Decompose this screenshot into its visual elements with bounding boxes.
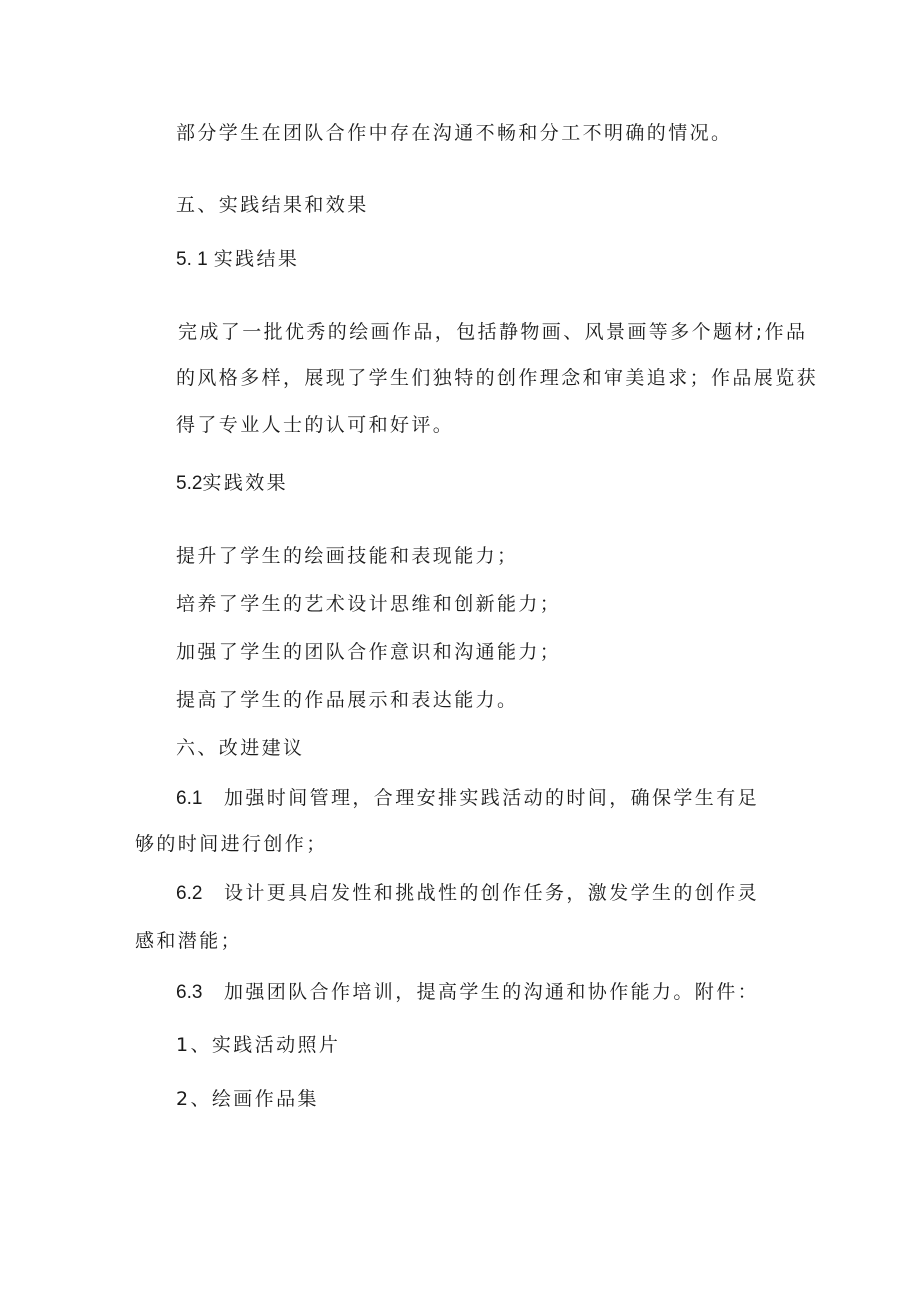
attachment-item-1: 1、实践活动照片 bbox=[176, 1034, 341, 1056]
suggestion-6-2-text: 设计更具启发性和挑战性的创作任务，激发学生的创作灵 bbox=[224, 882, 760, 904]
suggestion-6-1-text: 加强时间管理，合理安排实践活动的时间，确保学生有足 bbox=[224, 787, 760, 809]
paragraph-5-1-line-2: 的风格多样，展现了学生们独特的创作理念和审美追求；作品展览获 bbox=[176, 367, 819, 389]
heading-section-6: 六、改进建议 bbox=[176, 737, 305, 759]
heading-5-1-number: 5. 1 bbox=[176, 249, 208, 270]
suggestion-6-2-line-2: 感和潜能； bbox=[135, 930, 243, 952]
paragraph-5-1-line-1: 完成了一批优秀的绘画作品，包括静物画、风景画等多个题材;作品 bbox=[178, 321, 808, 343]
effect-item-1: 提升了学生的绘画技能和表现能力； bbox=[176, 545, 519, 567]
suggestion-6-1-line-1 bbox=[176, 786, 759, 811]
heading-5-1 bbox=[176, 247, 299, 272]
suggestion-6-3-number: 6.3 bbox=[176, 982, 203, 1003]
effect-item-4: 提高了学生的作品展示和表达能力。 bbox=[176, 689, 519, 711]
heading-5-2-number: 5.2 bbox=[176, 473, 203, 494]
effect-item-2: 培养了学生的艺术设计思维和创新能力； bbox=[176, 593, 562, 615]
heading-section-5: 五、实践结果和效果 bbox=[176, 194, 369, 216]
suggestion-6-1-line-2: 够的时间进行创作； bbox=[135, 833, 328, 855]
suggestion-6-2-number: 6.2 bbox=[176, 883, 203, 904]
effect-item-3: 加强了学生的团队合作意识和沟通能力； bbox=[176, 641, 562, 663]
attachment-item-2: 2、绘画作品集 bbox=[176, 1088, 319, 1110]
suggestion-6-1-number: 6.1 bbox=[176, 788, 203, 809]
paragraph-intro: 部分学生在团队合作中存在沟通不畅和分工不明确的情况。 bbox=[176, 122, 733, 144]
heading-5-1-text: 实践结果 bbox=[213, 248, 300, 270]
suggestion-6-3-line-1 bbox=[176, 980, 759, 1005]
paragraph-5-1-line-3: 得了专业人士的认可和好评。 bbox=[176, 414, 455, 436]
suggestion-6-2-line-1 bbox=[176, 881, 759, 906]
suggestion-6-3-text: 加强团队合作培训，提高学生的沟通和协作能力。附件： bbox=[224, 981, 760, 1003]
heading-5-2 bbox=[176, 471, 288, 496]
heading-5-2-text: 实践效果 bbox=[202, 472, 289, 494]
